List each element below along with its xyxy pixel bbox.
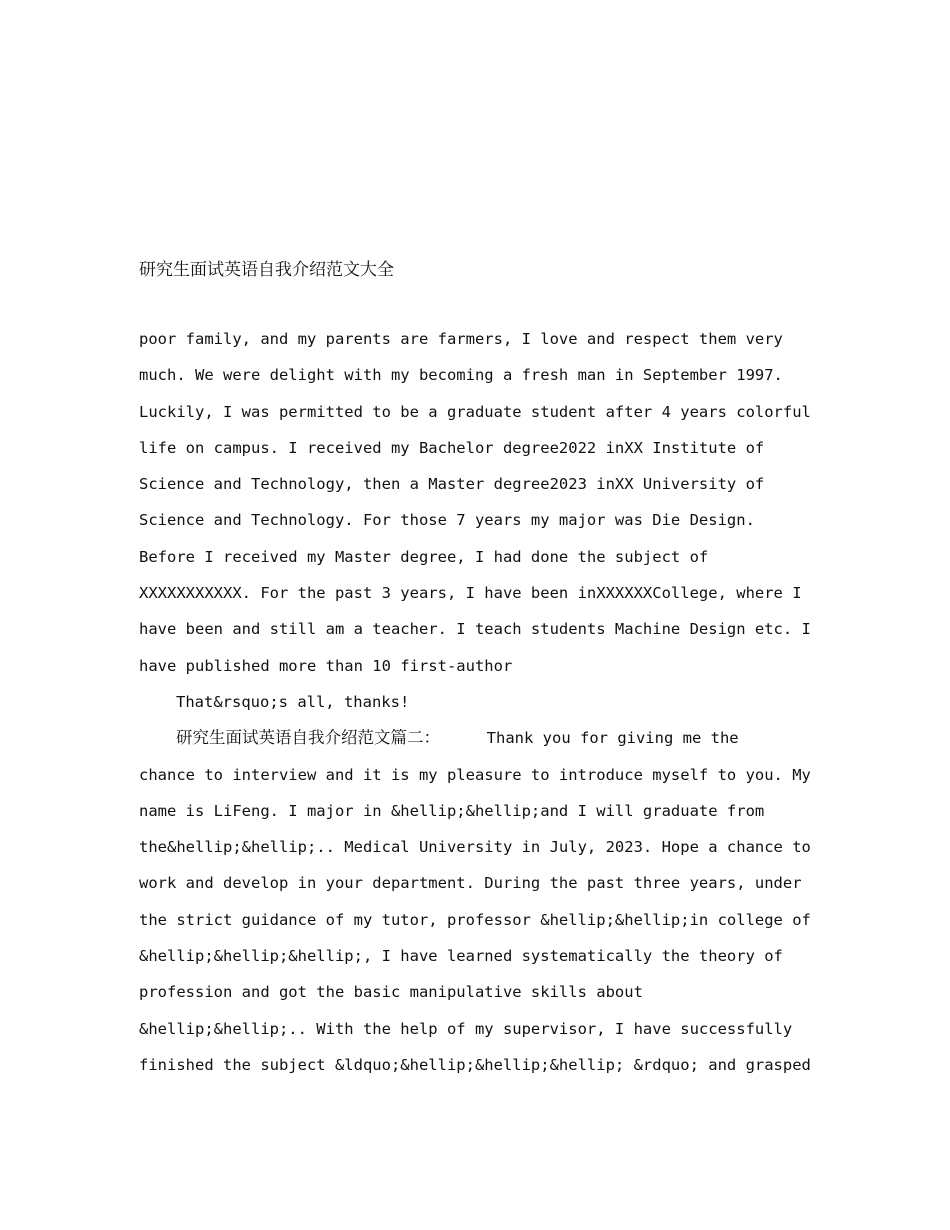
body-line: Science and Technology, then a Master degree2023 inXX University of bbox=[139, 475, 765, 494]
body-line: have published more than 10 first-author bbox=[139, 656, 513, 675]
body-line: &hellip;&hellip;&hellip;, I have learned systematically the theory of bbox=[139, 947, 783, 966]
document-body bbox=[139, 327, 839, 1089]
body-line: the&hellip;&hellip;.. Medical University in July, 2023. Hope a chance to bbox=[139, 838, 811, 857]
body-line: the strict guidance of my tutor, professor &hellip;&hellip;in college of bbox=[139, 910, 811, 929]
body-line: chance to interview and it is my pleasure to introduce myself to you. My bbox=[139, 765, 811, 784]
document-title: 研究生面试英语自我介绍范文大全 bbox=[139, 260, 394, 280]
body-line: life on campus. I received my Bachelor degree2022 inXX Institute of bbox=[139, 438, 765, 457]
closing-line: That&rsquo;s all, thanks! bbox=[176, 692, 410, 711]
body-line: much. We were delight with my becoming a fresh man in September 1997. bbox=[139, 366, 783, 385]
body-line: work and develop in your department. During the past three years, under bbox=[139, 874, 802, 893]
body-line: XXXXXXXXXXX. For the past 3 years, I have been inXXXXXXCollege, where I bbox=[139, 584, 802, 603]
body-line: Science and Technology. For those 7 years my major was Die Design. bbox=[139, 511, 755, 530]
body-line: Luckily, I was permitted to be a graduate student after 4 years colorful bbox=[139, 402, 811, 421]
body-line: have been and still am a teacher. I teach students Machine Design etc. I bbox=[139, 620, 811, 639]
section-two-heading: 研究生面试英语自我介绍范文篇二： bbox=[176, 728, 440, 748]
body-line: profession and got the basic manipulative skills about bbox=[139, 983, 643, 1002]
section-two-first-line bbox=[139, 726, 839, 762]
body-line: Before I received my Master degree, I had done the subject of bbox=[139, 547, 709, 566]
body-line: finished the subject &ldquo;&hellip;&hellip;&hellip; &rdquo; and grasped bbox=[139, 1055, 811, 1074]
body-line: name is LiFeng. I major in &hellip;&hellip;and I will graduate from bbox=[139, 801, 765, 820]
body-line: &hellip;&hellip;.. With the help of my supervisor, I have successfully bbox=[139, 1019, 793, 1038]
section-two-spacer bbox=[440, 729, 487, 747]
section-two-intro: Thank you for giving me the bbox=[486, 729, 739, 748]
body-line: poor family, and my parents are farmers, I love and respect them very bbox=[139, 330, 783, 348]
